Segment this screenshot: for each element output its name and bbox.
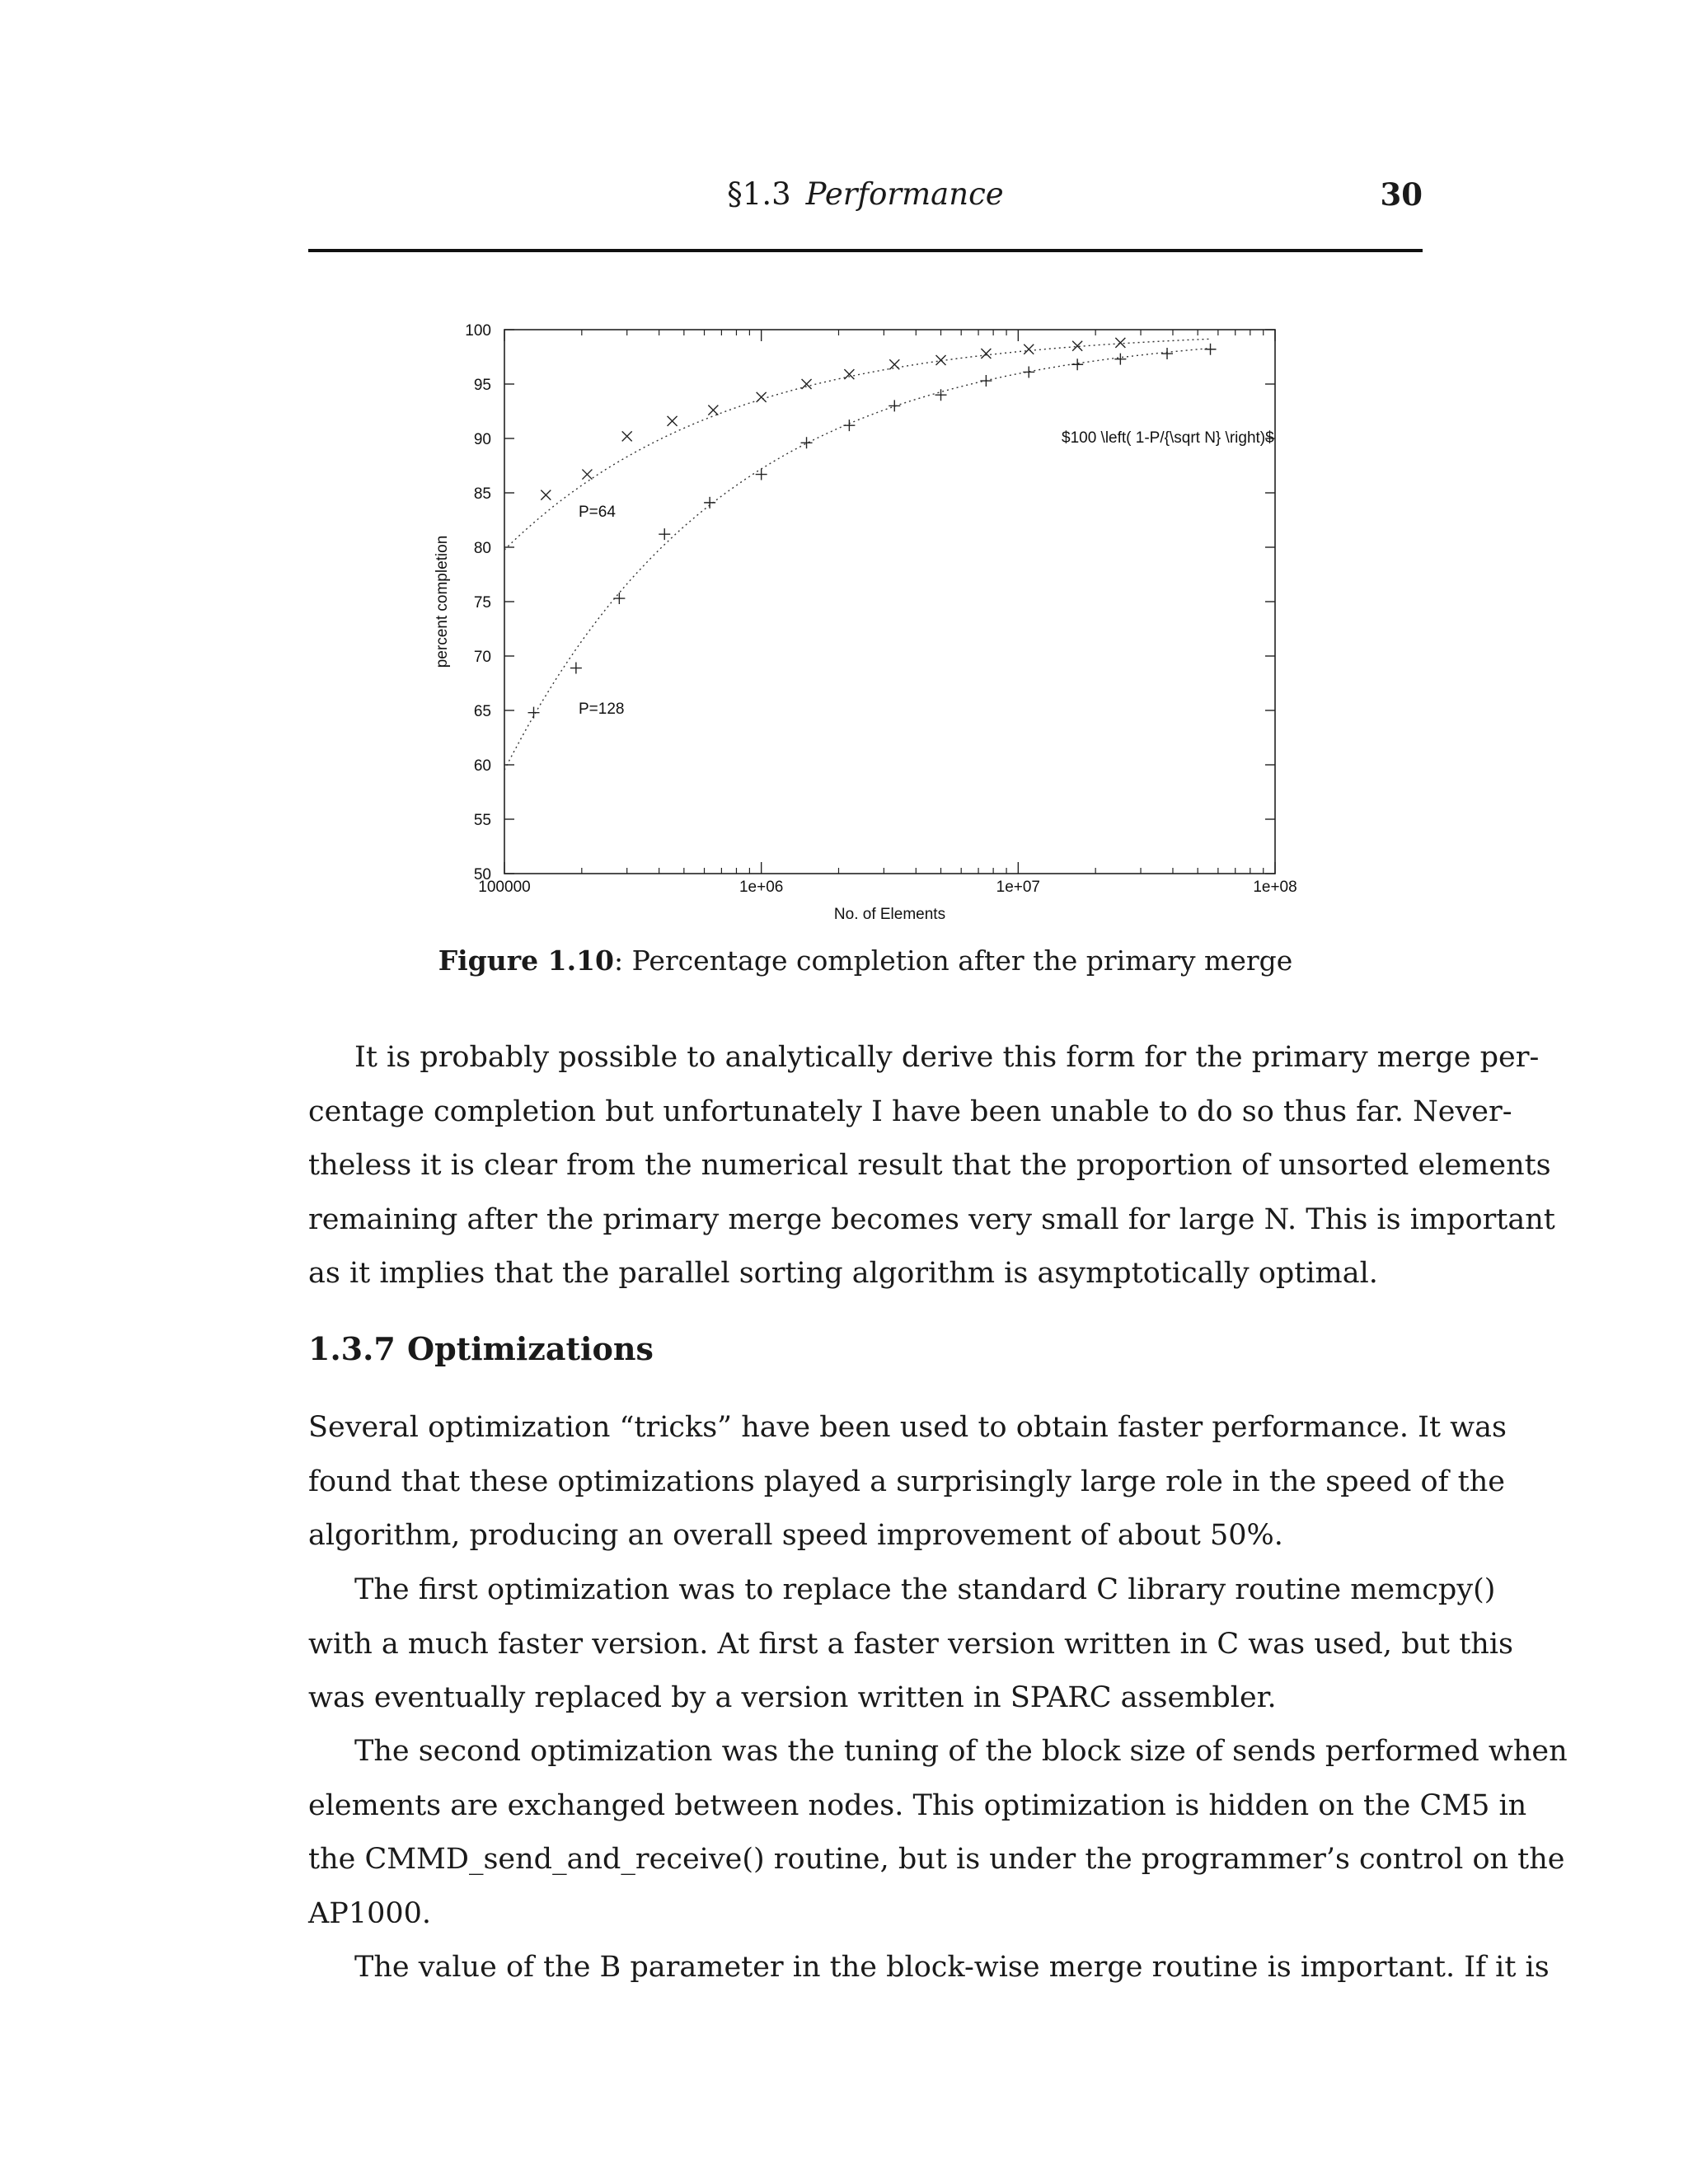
paragraph-line: with a much faster version. At first a faster version written in C was used, but this [308,1627,1513,1661]
data-point-p128 [980,375,992,387]
x-axis-label: No. of Elements [833,906,946,923]
page-number: 30 [1380,176,1423,213]
data-point-p128 [1023,366,1034,377]
section-heading-title: Optimizations [407,1330,654,1367]
paragraph-line: was eventually replaced by a version written in SPARC assembler. [308,1681,1277,1714]
formula-annotation: $100 \left( 1-P/{\sqrt N} \right)$ [1062,429,1274,447]
data-point-p64 [622,431,632,441]
y-tick-label: 70 [473,649,491,666]
data-point-p128 [659,528,670,540]
data-point-p128 [756,469,767,480]
paragraph-3 [308,1563,1513,1726]
y-tick-label: 100 [465,322,491,340]
data-point-p64 [936,355,946,365]
y-tick-label: 65 [473,703,491,720]
data-point-p64 [708,405,718,415]
figure-1-10 [412,305,1319,940]
data-point-p128 [889,400,900,411]
y-tick-label: 60 [473,757,491,775]
y-tick-label: 90 [473,431,491,448]
paragraph-line: The value of the B parameter in the block-wise merge routine is important. If it is [354,1951,1550,1984]
series-label-p128: P=128 [579,701,625,718]
data-point-p128 [935,389,947,401]
paragraph-1 [308,1031,1555,1301]
data-point-p64 [981,349,991,359]
paragraph-line: the CMMD_send_and_receive() routine, but is under the programmer’s control on the [308,1843,1565,1876]
completion-chart [412,305,1319,940]
paragraph-line: centage completion but unfortunately I have been unable to do so thus far. Never- [308,1094,1512,1128]
paragraph-line: elements are exchanged between nodes. This optimization is hidden on the CM5 in [308,1788,1527,1822]
data-point-p64 [844,369,854,379]
paragraph-line: algorithm, producing an overall speed improvement of about 50%. [308,1519,1283,1552]
paragraph-line: found that these optimizations played a surprisingly large role in the speed of the [308,1465,1506,1498]
data-point-p64 [668,416,678,426]
paragraph-line: AP1000. [308,1896,432,1930]
paragraph-2 [308,1401,1507,1563]
x-tick-label: 1e+07 [996,879,1041,896]
data-point-p64 [582,470,592,480]
running-title [308,176,1423,212]
x-tick-label: 100000 [478,879,531,896]
section-heading [308,1330,654,1367]
data-point-p128 [1161,348,1173,359]
data-point-p64 [757,392,767,402]
figure-caption [308,944,1423,977]
data-point-p64 [1024,344,1034,354]
data-point-p64 [1072,341,1082,351]
section-title: Performance [805,176,1004,212]
y-axis-label: percent completion [434,535,451,668]
y-tick-label: 95 [473,377,491,394]
data-point-p128 [1071,359,1083,370]
figure-caption-text: : Percentage completion after the primary merge [613,944,1293,977]
paragraph-4 [308,1725,1568,1941]
y-tick-label: 80 [473,540,491,557]
paragraph-line: The first optimization was to replace the standard C library routine memcpy() [354,1573,1496,1606]
data-point-p128 [704,497,715,509]
paragraph-line: remaining after the primary merge becomes very small for large N. This is important [308,1202,1555,1236]
y-tick-label: 55 [473,812,491,829]
data-point-p64 [1115,338,1125,348]
data-point-p128 [801,437,813,448]
paragraph-line: The second optimization was the tuning of the block size of sends performed when [354,1735,1568,1768]
figure-label: Figure 1.10 [438,944,614,977]
paragraph-line: theless it is clear from the numerical result that the proportion of unsorted elements [308,1149,1551,1182]
data-point-p128 [1114,354,1126,365]
y-tick-label: 85 [473,485,491,503]
paragraph-line: Several optimization “tricks” have been used to obtain faster performance. It was [308,1411,1507,1444]
data-point-p128 [613,593,625,604]
y-tick-label: 50 [473,866,491,883]
section-symbol: §1.3 [727,176,791,212]
paragraph-line: as it implies that the parallel sorting algorithm is asymptotically optimal. [308,1257,1378,1290]
section-number: 1.3.7 [308,1330,396,1367]
x-tick-label: 1e+08 [1253,879,1297,896]
series-label-p64: P=64 [579,504,616,521]
header-rule [308,249,1423,252]
y-tick-label: 75 [473,594,491,612]
data-point-p64 [889,359,899,369]
paragraph-5 [308,1941,1550,1995]
x-tick-label: 1e+06 [738,879,784,896]
data-point-p64 [802,379,812,389]
data-point-p128 [570,663,582,674]
paragraph-line: It is probably possible to analytically derive this form for the primary merge per- [354,1041,1540,1074]
plot-frame [504,330,1275,874]
data-point-p128 [1205,344,1217,355]
page-header [308,171,1423,221]
data-point-p64 [541,490,551,500]
